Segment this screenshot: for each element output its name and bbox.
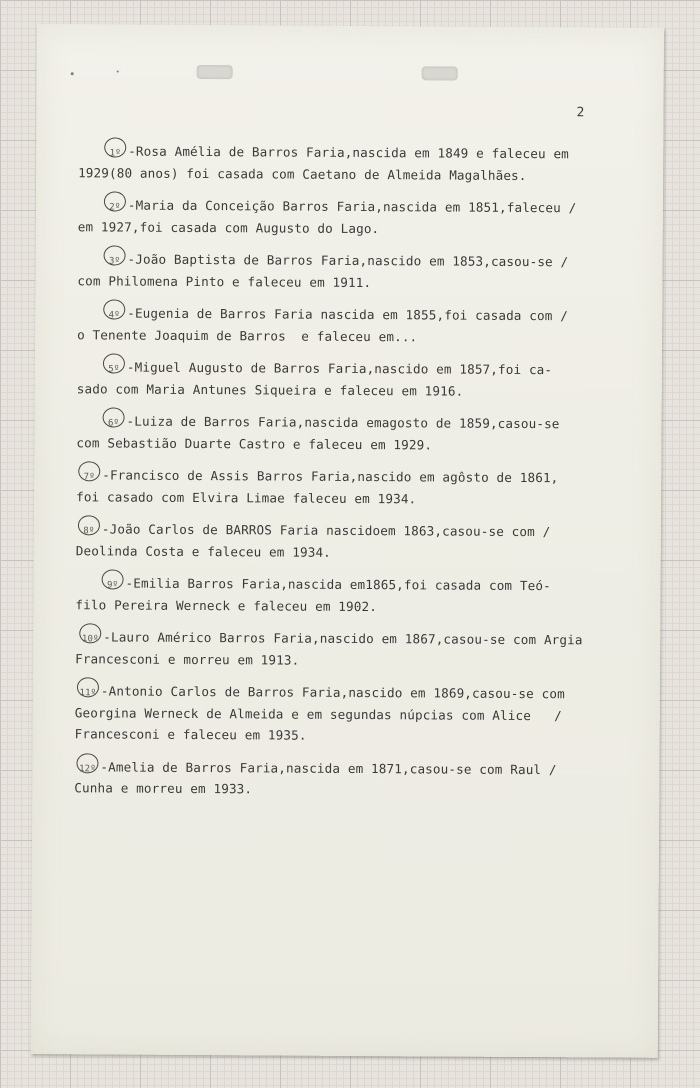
entry-text: -Maria da Conceição Barros Faria,nascida em 1851,faleceu /	[127, 197, 577, 216]
entry-continuation-line	[32, 777, 659, 802]
entry-text: -Amelia de Barros Faria,nascida em 1871,casou-se com Raul /	[100, 758, 557, 777]
entry-first-line	[34, 572, 661, 597]
entry-text: -Francisco de Assis Barros Faria,nascido em agôsto de 1861,	[102, 467, 559, 486]
entry-first-line	[34, 518, 661, 543]
entry-text: Georgina Werneck de Almeida e em segundas núpcias com Alice /	[74, 704, 562, 723]
entry-continuation-line	[34, 431, 661, 456]
entry-continuation-line	[35, 269, 662, 294]
ink-speck	[71, 72, 74, 75]
entry-continuation-line	[34, 539, 661, 564]
list-item	[35, 302, 662, 349]
entry-text: -Emilia Barros Faria,nascida em1865,foi casada com Teó-	[125, 575, 551, 594]
entry-text: 1929(80 anos) foi casada com Caetano de Almeida Magalhães.	[78, 164, 527, 183]
entry-first-line	[36, 140, 663, 165]
list-item	[32, 755, 659, 802]
entry-continuation-line	[33, 647, 660, 672]
entry-first-line	[33, 680, 660, 705]
list-item	[35, 248, 662, 295]
entry-continuation-line	[35, 323, 662, 348]
entry-continuation-line	[33, 593, 660, 618]
entry-text: Cunha e morreu em 1933.	[74, 780, 253, 797]
entry-continuation-line	[36, 215, 663, 240]
entry-number-circle: 10º	[77, 629, 103, 651]
entry-continuation-line	[36, 161, 663, 186]
entry-text: -Antonio Carlos de Barros Faria,nascido em 1869,casou-se com	[100, 683, 565, 702]
entry-number-circle: 8º	[76, 521, 102, 543]
entry-number-circle: 11º	[75, 683, 101, 705]
entry-text: em 1927,foi casada com Augusto do Lago.	[77, 218, 380, 236]
entry-first-line	[36, 194, 663, 219]
list-item	[34, 464, 661, 511]
entry-first-line	[35, 356, 662, 381]
entry-text: com Sebastião Duarte Castro e faleceu em 1929.	[76, 434, 433, 452]
entry-text: Francesconi e faleceu em 1935.	[74, 726, 307, 743]
entry-continuation-line	[33, 723, 660, 748]
entry-text: -João Carlos de BARROS Faria nascidoem 1863,casou-se com /	[101, 521, 551, 540]
entry-text: Francesconi e morreu em 1913.	[75, 650, 300, 668]
entry-text: -Rosa Amélia de Barros Faria,nascida em 1849 e faleceu em	[128, 143, 569, 162]
entry-number-circle: 9º	[100, 575, 126, 597]
entry-number-circle: 7º	[76, 467, 102, 489]
genealogy-list	[32, 140, 663, 813]
ink-speck	[117, 70, 119, 72]
entry-continuation-line	[34, 485, 661, 510]
list-item	[36, 194, 663, 241]
page-number: 2	[576, 105, 585, 121]
list-item	[34, 518, 661, 565]
entry-number-circle: 12º	[74, 759, 100, 781]
list-item	[33, 626, 660, 673]
entry-continuation-line	[35, 377, 662, 402]
entry-text: -Eugenia de Barros Faria nascida em 1855,foi casada com /	[127, 305, 569, 324]
entry-number-circle: 5º	[101, 359, 127, 381]
paper-tab-right	[422, 66, 458, 80]
entry-first-line	[35, 302, 662, 327]
entry-number-circle: 4º	[101, 305, 127, 327]
entry-number-circle: 2º	[102, 197, 128, 219]
entry-first-line	[34, 464, 661, 489]
entry-number-circle: 1º	[102, 143, 128, 165]
entry-text: -Lauro Américo Barros Faria,nascido em 1867,casou-se com Argia	[103, 629, 583, 648]
entry-text: filo Pereira Werneck e faleceu em 1902.	[75, 596, 378, 614]
paper-tab-left	[197, 65, 233, 79]
list-item	[35, 356, 662, 403]
entry-number-circle: 3º	[101, 251, 127, 273]
list-item	[33, 572, 660, 619]
entry-text: Deolinda Costa e faleceu em 1934.	[75, 542, 331, 560]
entry-number-circle: 6º	[100, 413, 126, 435]
entry-text: sado com Maria Antunes Siqueira e faleceu em 1916.	[76, 380, 464, 399]
list-item	[36, 140, 663, 187]
entry-first-line	[36, 248, 663, 273]
entry-text: foi casado com Elvira Limae faleceu em 1934.	[76, 488, 417, 506]
entry-text: com Philomena Pinto e faleceu em 1911.	[77, 272, 372, 290]
typewritten-page	[31, 24, 664, 1058]
entry-first-line	[35, 410, 662, 435]
entry-text: -Miguel Augusto de Barros Faria,nascido em 1857,foi ca-	[126, 359, 553, 378]
entry-text: -Luiza de Barros Faria,nascida emagosto de 1859,casou-se	[126, 413, 560, 432]
entry-text: o Tenente Joaquim de Barros e faleceu em...	[77, 326, 418, 344]
list-item	[33, 680, 660, 748]
list-item	[34, 410, 661, 457]
entry-first-line	[33, 626, 660, 651]
entry-text: -João Baptista de Barros Faria,nascido em 1853,casou-se /	[127, 251, 569, 270]
